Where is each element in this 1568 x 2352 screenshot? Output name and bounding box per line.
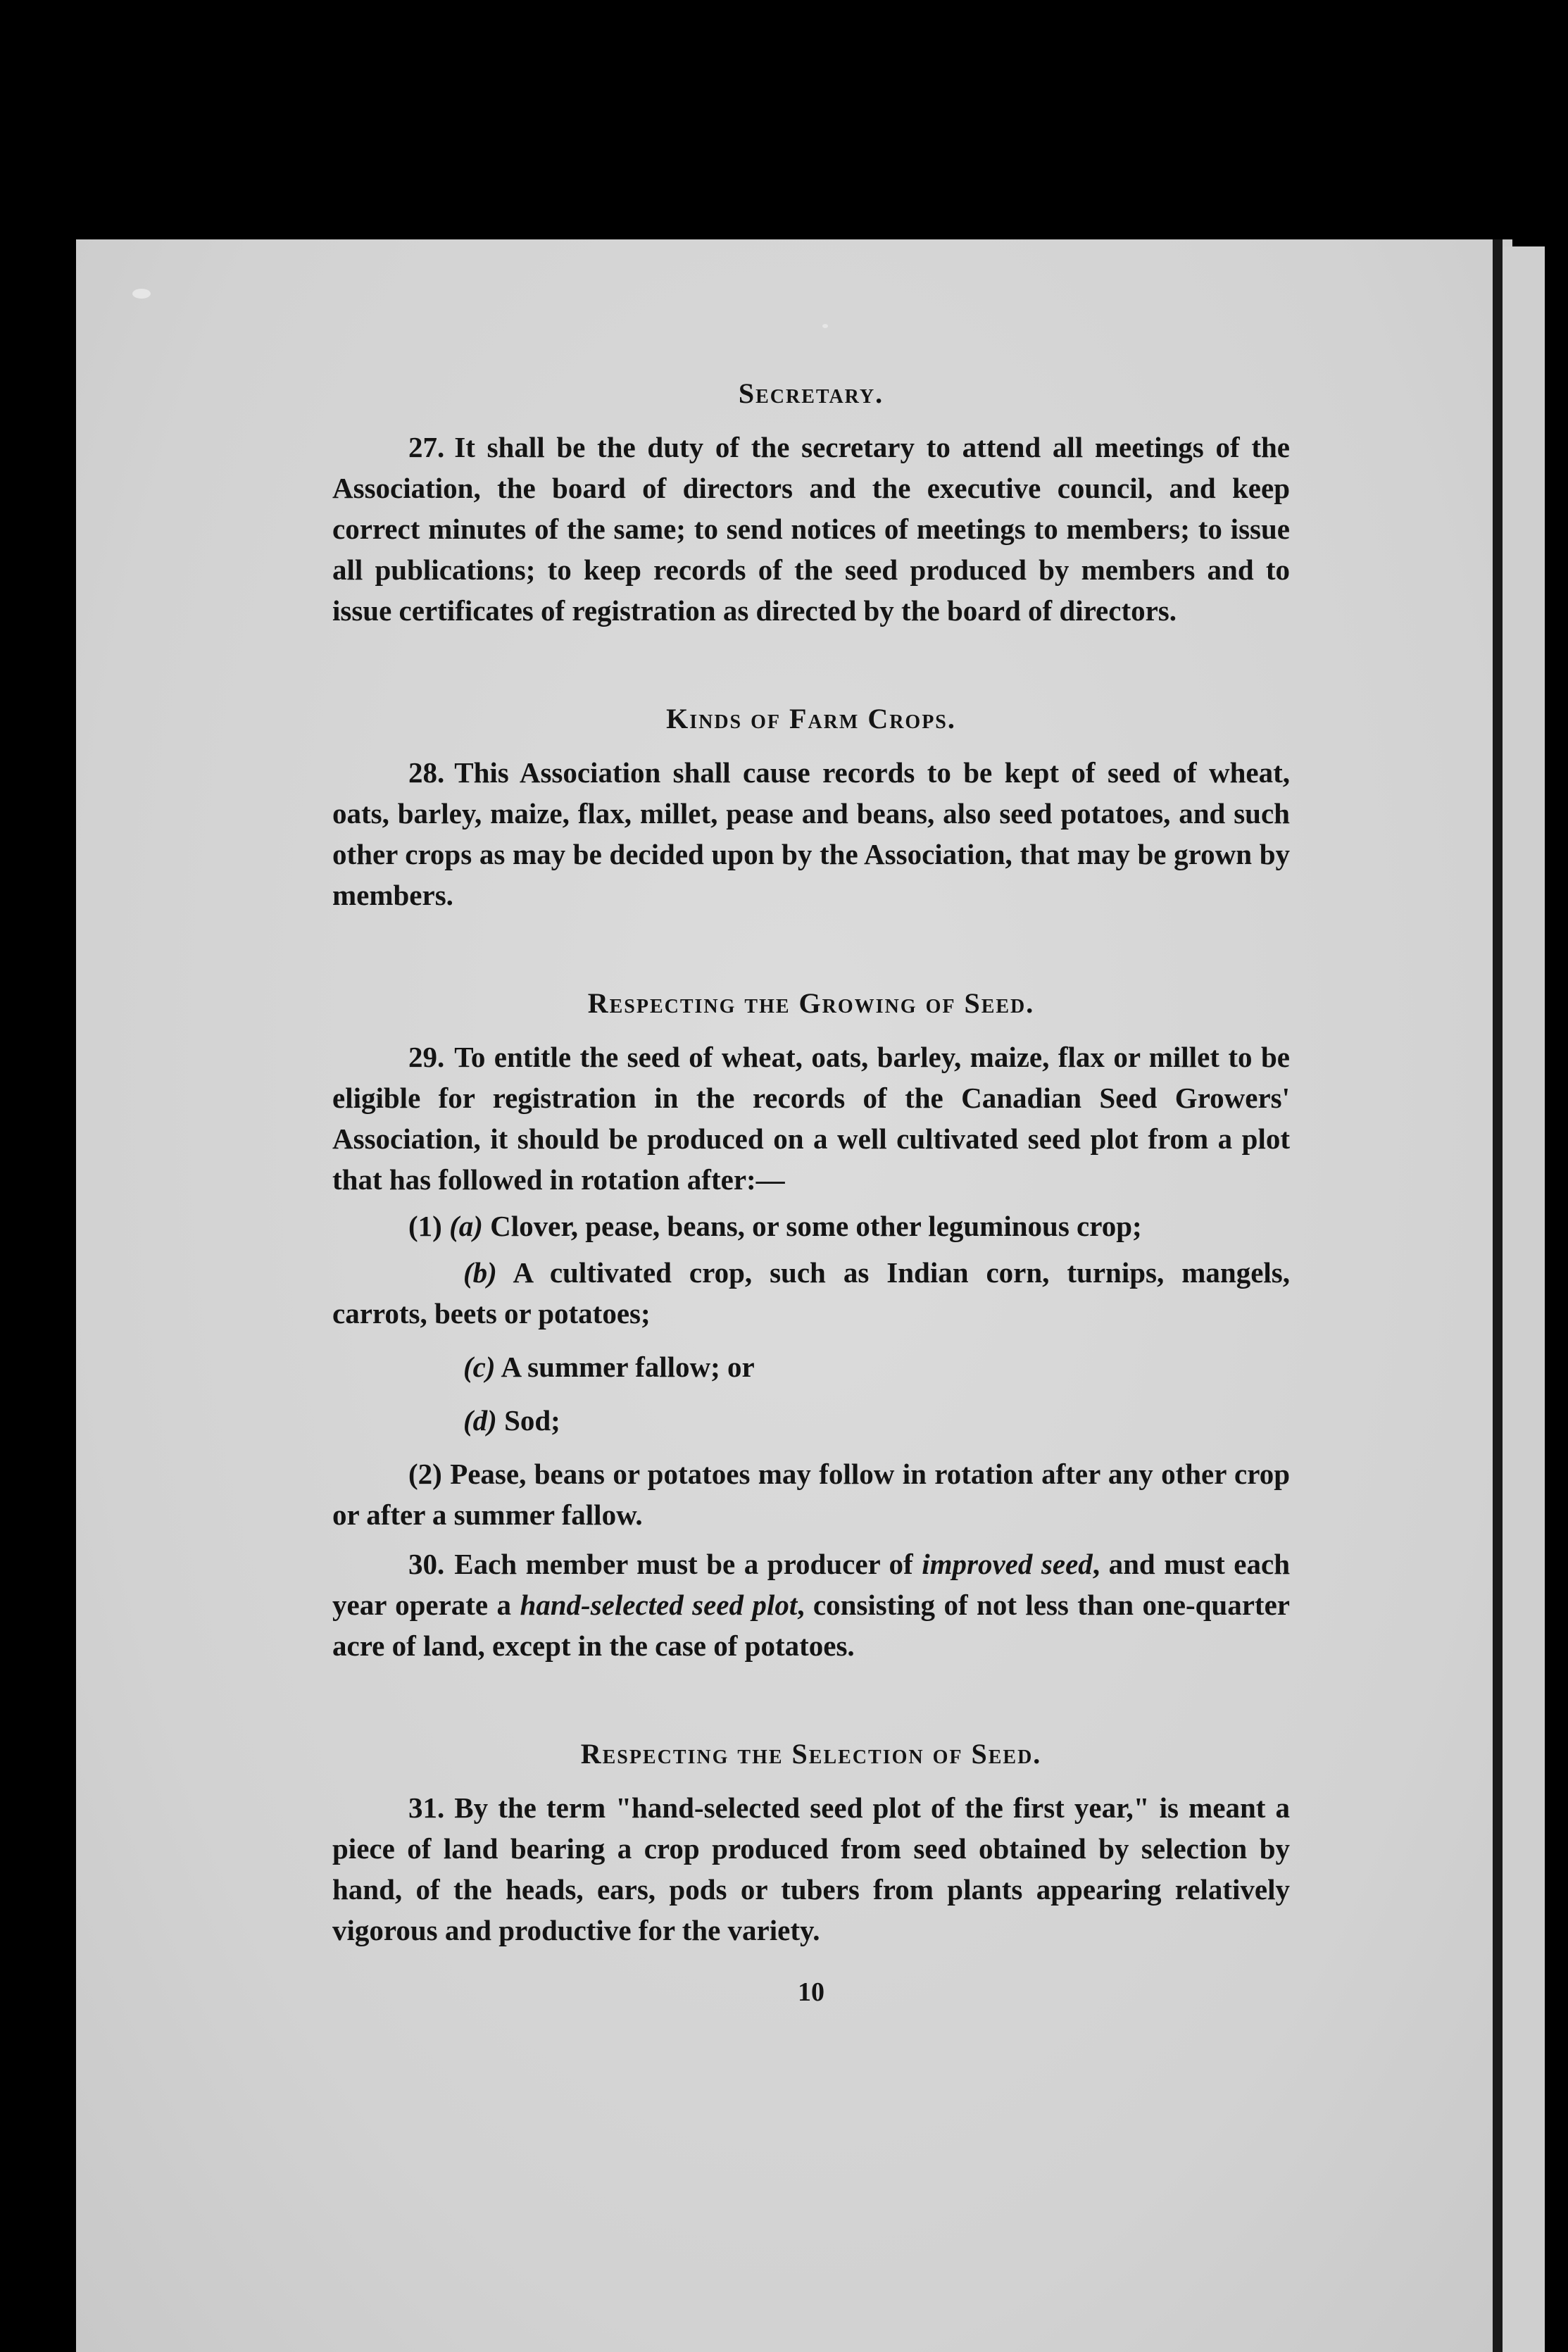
clause-text: It shall be the duty of the secretary to attend all meetings of the Association, the board of directors and the executive council, and keep correct minutes of the same; to send notices of meetings to members; to issue all publications; to keep records of the seed produced by members and to issue certificates of registration as directed by the board of directors. <box>332 431 1290 627</box>
clause-29-item-1d <box>332 1400 1290 1441</box>
paper-speck <box>132 289 151 299</box>
item-sub-marker: (d) <box>463 1404 497 1437</box>
clause-text-part: Each member must be a producer of <box>454 1548 922 1580</box>
paper-speck <box>822 324 828 328</box>
clause-27 <box>332 427 1290 631</box>
clause-number: 29. <box>408 1041 445 1073</box>
item-marker: (2) <box>408 1458 442 1490</box>
clause-text-emphasis: hand-selected seed plot <box>520 1589 798 1621</box>
clause-number: 31. <box>408 1791 445 1824</box>
section-heading-selection-of-seed: Respecting the Selection of Seed. <box>580 1738 1042 1770</box>
clause-29-item-1a <box>332 1206 1290 1246</box>
item-text: Clover, pease, beans, or some other leguminous crop; <box>490 1210 1142 1242</box>
item-sub-marker: (b) <box>463 1256 497 1289</box>
item-marker: (1) <box>408 1210 442 1242</box>
item-text: Sod; <box>504 1404 560 1437</box>
clause-number: 28. <box>408 756 445 789</box>
item-sub-marker: (c) <box>463 1351 496 1383</box>
clause-29-item-1b <box>332 1252 1290 1334</box>
clause-29-item-1c <box>332 1346 1290 1387</box>
item-text: Pease, beans or potatoes may follow in rotation after any other crop or after a summer fallow. <box>332 1458 1290 1531</box>
clause-number: 27. <box>408 431 445 463</box>
clause-number: 30. <box>408 1548 445 1580</box>
clause-text: This Association shall cause records to be kept of seed of wheat, oats, barley, maize, flax, millet, pease and beans, also seed potatoes, and such other crops as may be decided upon by the Association, that may be grown by members. <box>332 756 1290 911</box>
clause-text: By the term "hand-selected seed plot of the first year," is meant a piece of land bearing a crop produced from seed obtained by selection by hand, of the heads, ears, pods or tubers from plants appearing relatively vigorous and productive for the variety. <box>332 1791 1290 1946</box>
clause-29-item-2 <box>332 1453 1290 1535</box>
section-heading-secretary: Secretary. <box>738 377 884 409</box>
item-text: A summer fallow; or <box>501 1351 755 1383</box>
clause-text-part: , consisting of not less than one-quarter acre of land, except in the case of potatoes. <box>332 1589 1290 1662</box>
page-content <box>332 373 1290 2013</box>
clause-31 <box>332 1787 1290 1951</box>
section-heading-growing-of-seed: Respecting the Growing of Seed. <box>587 987 1035 1019</box>
clause-29 <box>332 1037 1290 1200</box>
clause-28 <box>332 752 1290 915</box>
clause-text-emphasis: improved seed <box>922 1548 1093 1580</box>
page-binding-edge <box>1493 239 1503 2352</box>
next-page-edge <box>1503 246 1545 2352</box>
page-number: 10 <box>798 1977 824 2007</box>
clause-30 <box>332 1544 1290 1666</box>
item-text: A cultivated crop, such as Indian corn, turnips, mangels, carrots, beets or potatoes; <box>332 1256 1290 1330</box>
clause-text: To entitle the seed of wheat, oats, barley, maize, flax or millet to be eligible for registration in the records of the Canadian Seed Growers' Association, it should be produced on a well cultivated seed plot from a plot that has followed in rotation after:— <box>332 1041 1290 1196</box>
clause-text-part: , and must each year operate a <box>332 1548 1291 1621</box>
section-heading-kinds-of-farm-crops: Kinds of Farm Crops. <box>666 703 956 734</box>
item-sub-marker: (a) <box>449 1210 483 1242</box>
